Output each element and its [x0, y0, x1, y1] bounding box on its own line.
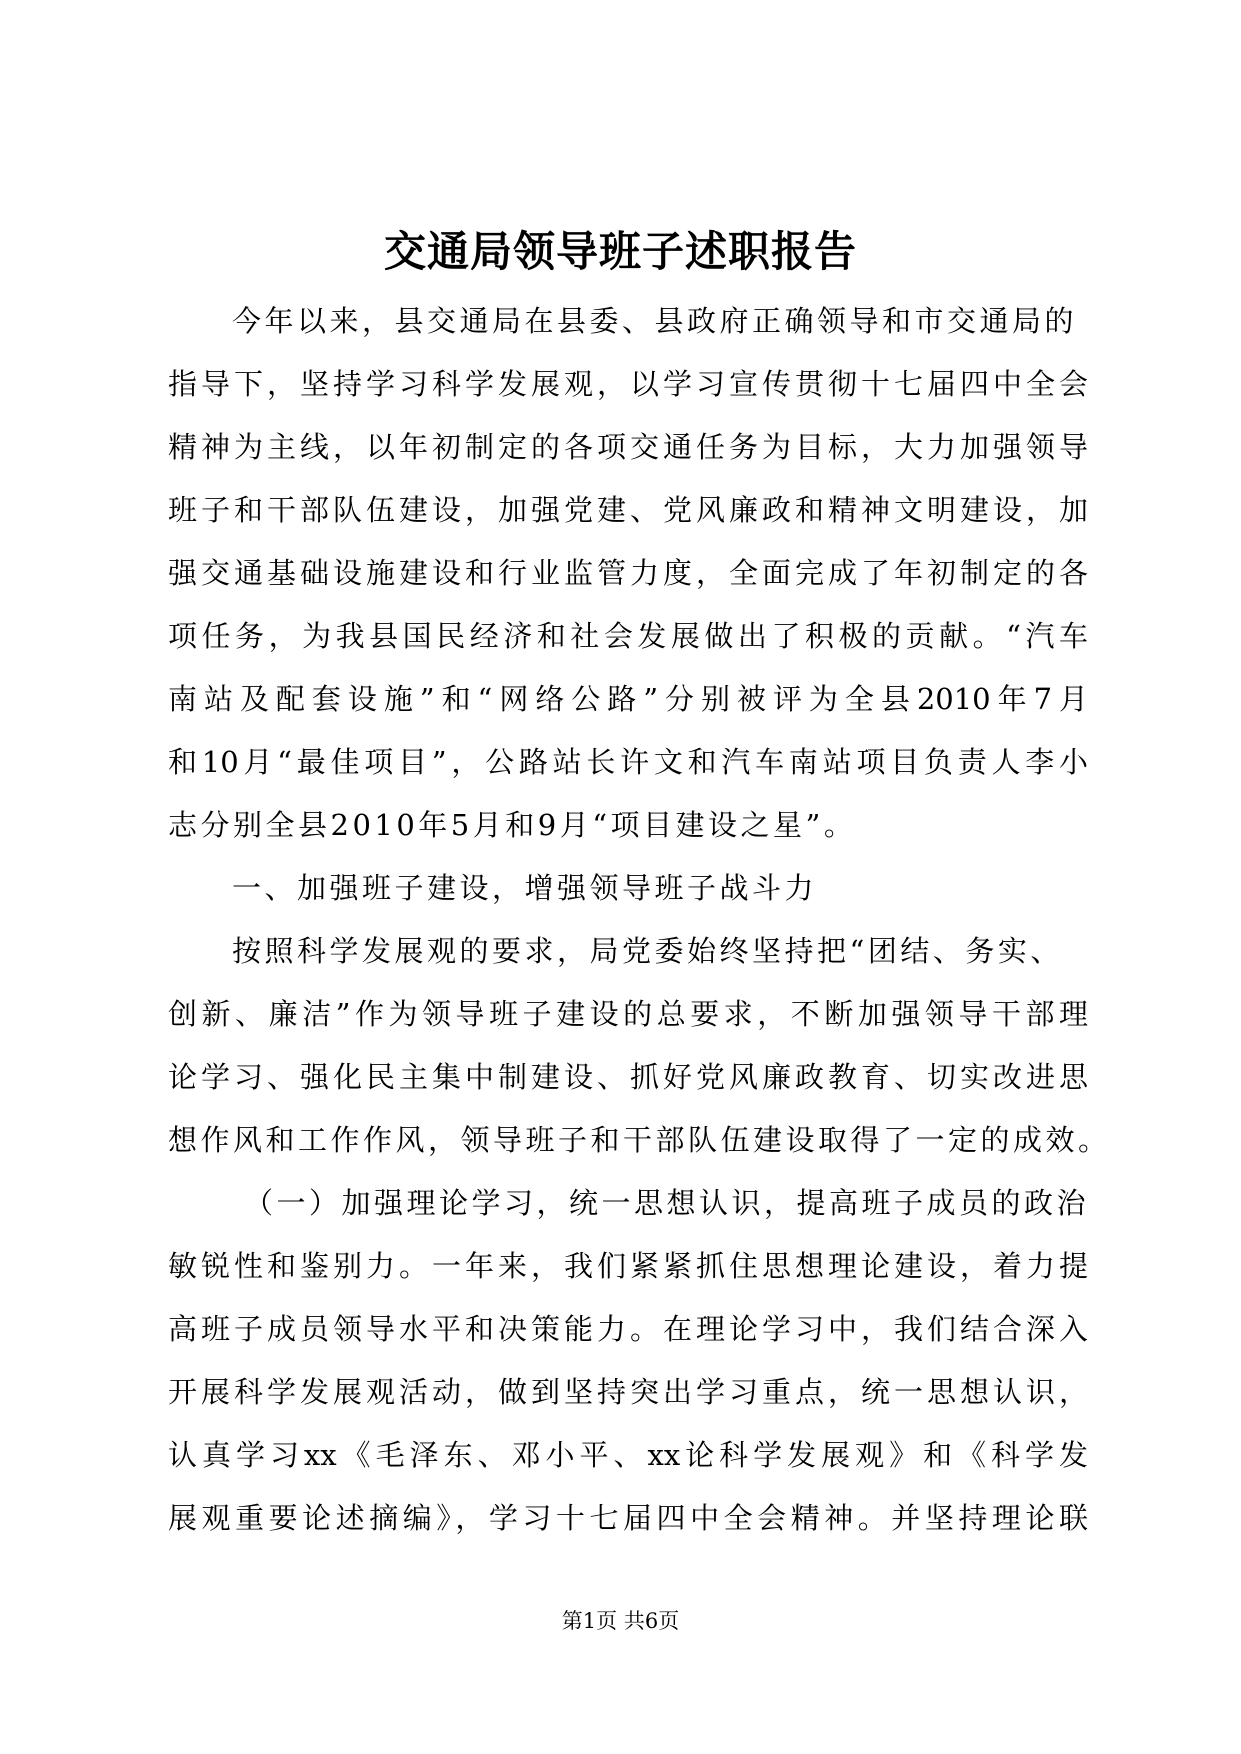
paragraph-line: 班子和干部队伍建设，加强党建、党风廉政和精神文明建设，加: [168, 493, 1088, 527]
page-label: 第1页 共6页: [561, 1609, 680, 1633]
subsection-heading: （一）加强理论学习，统一思想认识，提高班子成员的政治: [244, 1186, 1090, 1220]
paragraph-line: 指导下，坚持学习科学发展观，以学习宣传贯彻十七届四中全会: [168, 367, 1088, 401]
paragraph-line: 南站及配套设施”和“网络公路”分别被评为全县2010年7月: [168, 682, 1088, 716]
paragraph-line: 精神为主线，以年初制定的各项交通任务为目标，大力加强领导: [168, 430, 1088, 464]
document-title: 交通局领导班子述职报告: [383, 227, 857, 276]
paragraph-line: 强交通基础设施建设和行业监管力度，全面完成了年初制定的各: [168, 556, 1088, 590]
paragraph-line: 今年以来，县交通局在县委、县政府正确领导和市交通局的: [232, 304, 1078, 338]
page-number-footer: [0, 1606, 1241, 1636]
paragraph-line: 和10月“最佳项目”，公路站长许文和汽车南站项目负责人李小: [168, 745, 1088, 779]
paragraph-line: 项任务，为我县国民经济和社会发展做出了积极的贡献。“汽车: [168, 619, 1088, 653]
paragraph-line: 按照科学发展观的要求，局党委始终坚持把“团结、务实、: [232, 934, 1063, 968]
paragraph-line: 想作风和工作作风，领导班子和干部队伍建设取得了一定的成效。: [168, 1123, 1111, 1157]
paragraph-line: 志分别全县2010年5月和9月“项目建设之星”。: [168, 808, 857, 842]
document-body: [168, 290, 1111, 1550]
section-heading: 一、加强班子建设，增强领导班子战斗力: [232, 871, 818, 905]
paragraph-line: 敏锐性和鉴别力。一年来，我们紧紧抓住思想理论建设，着力提: [168, 1249, 1088, 1283]
paragraph-line: 认真学习xx《毛泽东、邓小平、xx论科学发展观》和《科学发: [168, 1438, 1088, 1472]
paragraph-line: 高班子成员领导水平和决策能力。在理论学习中，我们结合深入: [168, 1312, 1088, 1346]
paragraph-line: 开展科学发展观活动，做到坚持突出学习重点，统一思想认识，: [168, 1375, 1088, 1409]
paragraph-line: 创新、廉洁”作为领导班子建设的总要求，不断加强领导干部理: [168, 997, 1088, 1031]
paragraph-line: 论学习、强化民主集中制建设、抓好党风廉政教育、切实改进思: [168, 1060, 1088, 1094]
paragraph-line: 展观重要论述摘编》，学习十七届四中全会精神。并坚持理论联: [168, 1501, 1088, 1535]
